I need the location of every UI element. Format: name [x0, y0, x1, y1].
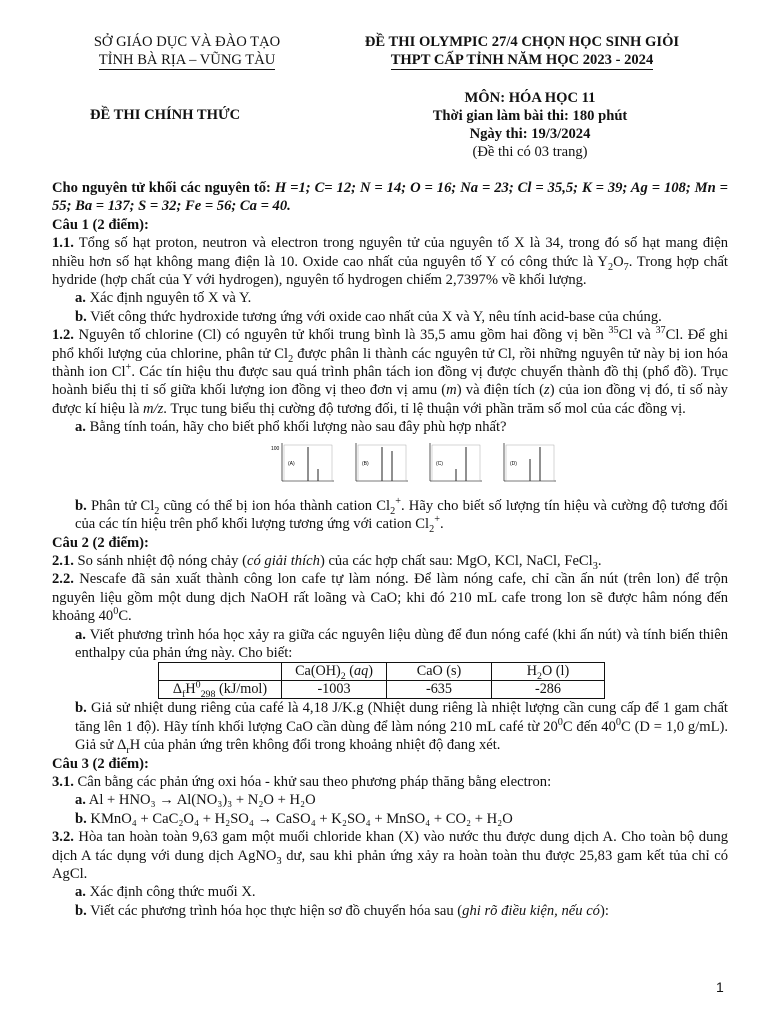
q2-2-number: 2.2.: [52, 571, 74, 588]
question-3-title: Câu 3 (2 điểm):: [52, 755, 149, 772]
q1-2a: [52, 418, 728, 436]
q3-2b-italic: ghi rõ điều kiện, nếu có: [462, 902, 600, 919]
exam-title-line1: ĐỀ THI OLYMPIC 27/4 CHỌN HỌC SINH GIỎI: [364, 34, 680, 50]
enthalpy-table: [158, 662, 605, 699]
q2-2b-text-c: C (D = 1,0 g/mL). Giả sử: [75, 718, 729, 754]
q1-1b-label: b.: [75, 308, 87, 325]
q2-1-italic: có giải thích: [246, 552, 320, 569]
q3-1a-equation: Al + HNO₃ → Al(NO₃)₃ + N₂O + H₂O: [85, 792, 316, 809]
q2-2a-text: Viết phương trình hóa học xảy ra giữa các nguyên liệu dùng để đun nóng café (khi ấn nút) và tính biến thiên enthalpy của phản ứng này. Cho biết:: [75, 626, 728, 661]
q3-1-number: 3.1.: [52, 773, 74, 790]
question-1-title: Câu 1 (2 điểm):: [52, 216, 149, 233]
spectrum-c: [418, 441, 484, 487]
subject-title: MÔN: HÓA HỌC 11: [464, 90, 596, 106]
q3-2a-label: a.: [75, 884, 86, 901]
department-header: [52, 33, 322, 70]
value-h2o: -286: [492, 681, 605, 699]
q2-2-text-a: Nescafe đã sản xuất thành công lon cafe tự làm nóng. Để làm nóng cafe, chỉ cần ấn nút (trên lon) để trộn nguyên liệu gồm một dung dịch NaOH rất loãng và CaO; khi đó 210 mL cafe trong lon sẽ được hâm nóng đến khoảng 40: [52, 571, 728, 625]
q1-1a: [52, 289, 728, 307]
q2-1-paragraph: 2.1. So sánh nhiệt độ nóng chảy (có giải thích) của các hợp chất sau: MgO, KCl, NaCl, FeCl$_3$.: [52, 552, 602, 572]
q1-1b-text: Viết công thức hydroxide tương ứng với oxide cao nhất của X và Y, nêu tính acid-base của chúng.: [86, 308, 662, 325]
q2-2b: b. Giả sử nhiệt dung riêng của café là 4,18 J/K.g (Nhiệt dung riêng là nhiệt lượng cần cung cấp để 1 gam chất tăng lên 1 độ). Hãy tính khối lượng CaO cần dùng để làm nóng 210 mL café từ $20^0C$ đến $40^0C$ (D = 1,0 g/mL). Giả sử $\Delta_rH$ của phản ứng trên không đổi trong khoảng nhiệt độ đang xét.: [75, 700, 729, 757]
q3-2-paragraph: 3.2. Hòa tan hoàn toàn 9,63 gam một muối chloride khan (X) vào nước thu được dung dịch A. Cho toàn bộ dung dịch A tác dụng với dung dịch AgNO$_3$ dư, sau khi phản ứng xảy ra hoàn toàn thu được 25,83 gam kết tủa chỉ có AgCl.: [52, 829, 728, 882]
header-caoh2: $Ca(OH)_2$ (aq): [282, 663, 387, 681]
enthalpy-table-corner: [159, 663, 282, 681]
exam-duration: Thời gian làm bài thi: 180 phút: [432, 108, 628, 124]
q2-2-text-b: C.: [118, 608, 132, 625]
q1-2a-label: a.: [75, 419, 86, 436]
spectrum-d-label: (D): [510, 460, 517, 467]
q1-2b: b. Phân tử $Cl_2$ cũng có thể bị ion hóa thành cation $Cl_2^+$. Hãy cho biết số lượng tín hiệu và cường độ tương đối của các tín hiệu trên phổ khối lượng tương ứng với cation $Cl_2^+$.: [75, 495, 728, 535]
q1-2b-text-d: .: [439, 516, 444, 533]
atomic-masses-label: Cho nguyên tử khối các nguyên tố:: [52, 180, 271, 196]
q3-2b-label: b.: [75, 902, 87, 919]
header-caoh2-text: Ca(OH): [295, 663, 341, 680]
q1-2a-text: Bằng tính toán, hãy cho biết phổ khối lượng nào sau đây phù hợp nhất?: [85, 419, 507, 436]
q1-2-number: 1.2.: [52, 327, 74, 344]
q3-2a-text: Xác định công thức muối X.: [85, 884, 256, 901]
mass-spectra-options: [52, 441, 728, 491]
q1-2-m: m: [446, 382, 457, 399]
header-cao-text: CaO (s): [416, 663, 462, 680]
exam-header: [322, 33, 722, 70]
q2-1-text-c: .: [597, 552, 602, 569]
spectrum-b-label: (B): [362, 460, 369, 467]
q1-2-text-g: ) của ion đồng vị đó, tỉ số này được kí hiệu là: [52, 382, 728, 417]
q1-2-text-h: . Trục tung biểu thị cường độ tương đối, tỉ lệ thuận với phần trăm số mol của các đồng vị.: [163, 400, 686, 417]
row-label: $\Delta_fH^0_{298}$ (kJ/mol): [159, 681, 282, 699]
q3-1b-label: b.: [75, 810, 87, 827]
enthalpy-table-header: [159, 663, 605, 681]
q3-1-paragraph: [52, 773, 728, 791]
question-2-title: Câu 2 (2 điểm):: [52, 534, 149, 551]
q1-2-text-d: được phân li thành các nguyên tử Cl, rồi những nguyên tử này bị ion hóa thành ion Cl: [52, 345, 728, 381]
official-label: ĐỀ THI CHÍNH THỨC: [90, 107, 241, 123]
value-cao: -635: [387, 681, 492, 699]
q1-1b: [52, 308, 728, 326]
q3-1a-label: a.: [75, 792, 86, 809]
q2-2b-text-d: của phản ứng trên không đổi trong khoảng nhiệt độ đang xét.: [140, 737, 501, 754]
q1-2-text-c: Cl. Để ghi phổ khối lượng của chlorine, phân tử Cl: [52, 327, 728, 362]
q3-2-text-a: Hòa tan hoàn toàn 9,63 gam một muối chloride khan (X) vào nước thu được dung dịch A. Cho toàn bộ dung dịch A tác dụng với dung dịch AgNO: [52, 829, 728, 864]
q3-1a: [52, 791, 728, 809]
spectrum-a-label: (A): [288, 460, 295, 467]
q1-1-text-a: Tổng số hạt proton, neutron và electron trong nguyên tử của nguyên tố X là 34, trong đó số hạt mang điện nhiều hơn số hạt không mang điện là 10. Oxide cao nhất của nguyên tố Y có công thức là Y: [52, 235, 728, 270]
subject-block: [380, 89, 680, 161]
q1-1-paragraph: 1.1. Tổng số hạt proton, neutron và electron trong nguyên tử của nguyên tố X là 34, trong đó số hạt mang điện nhiều hơn số hạt không mang điện là 10. Oxide cao nhất của nguyên tố Y có công thức là $Y_2O_7$. Trong hợp chất hydride (hợp chất của Y với hydrogen), nguyên tố hydrogen chiếm 2,7397% về khối lượng.: [52, 235, 728, 289]
header-h2o: $H_2O$ (l): [492, 663, 605, 681]
q1-2b-text-c: . Hãy cho biết số lượng tín hiệu và cường độ tương đối của các tín hiệu trên phổ khối lượng tương ứng với cation Cl: [75, 497, 728, 533]
q2-2-paragraph: 2.2. Nescafe đã sản xuất thành công lon cafe tự làm nóng. Để làm nóng cafe, chỉ cần ấn nút (trên lon) để trộn nguyên liệu gồm một dung dịch NaOH rất loãng và CaO; khi đó 210 mL cafe trong lon sẽ được hâm nóng đến khoảng $40^0C$.: [52, 571, 728, 625]
page-count: (Đề thi có 03 trang): [472, 144, 588, 160]
q1-2-text-a: Nguyên tố chlorine (Cl) có nguyên tử khối trung bình là 35,5 amu gồm hai đồng vị bền: [73, 327, 609, 344]
q1-1-text-c: . Trong hợp chất hydride (hợp chất của Y với hydrogen), nguyên tố hydrogen chiếm 2,7397% về khối lượng.: [52, 253, 728, 289]
atomic-masses: [52, 179, 728, 216]
row-label-unit: (kJ/mol): [219, 681, 268, 698]
header-h2o-text-b: O (l): [542, 663, 570, 680]
q3-2-number: 3.2.: [52, 829, 74, 846]
q3-1b-equation: KMnO₄ + CaC₂O₄ + H₂SO₄ → CaSO₄ + K₂SO₄ + MnSO₄ + CO₂ + H₂O: [86, 810, 513, 827]
spectrum-b: [344, 441, 410, 487]
header-h2o-text-a: H: [526, 663, 538, 680]
q2-2a: [52, 626, 728, 663]
exam-title-line2: THPT CẤP TỈNH NĂM HỌC 2023 - 2024: [390, 52, 654, 68]
q1-2-z: z: [544, 382, 550, 399]
q1-2b-text-a: Phân tử Cl: [86, 497, 155, 514]
atomic-masses-values: H =1; C= 12; N = 14; O = 16; Na = 23; Cl = 35,5; K = 39; Ag = 108; Mn = 55; Ba = 137; S = 32; Fe = 56; Ca = 40.: [52, 180, 729, 215]
q1-2-mz: m/z: [143, 400, 164, 417]
page-number: 1: [716, 979, 724, 995]
q2-1-number: 2.1.: [52, 552, 74, 569]
q1-2-text-b: Cl và: [618, 327, 656, 344]
q2-1-text-a: So sánh nhiệt độ nóng chảy (: [73, 552, 247, 569]
value-caoh2: -1003: [282, 681, 387, 699]
q2-2b-text-b: C đến 40: [562, 718, 616, 735]
q2-2b-text-a: Giả sử nhiệt dung riêng của café là 4,18 J/K.g (Nhiệt dung riêng là nhiệt lượng cần cung cấp để 1 gam chất tăng lên 1 độ). Hãy tính khối lượng CaO cần dùng để làm nóng 210 mL café từ 20: [75, 700, 728, 735]
q1-1-text-b: O: [613, 253, 624, 270]
q1-1a-text: Xác định nguyên tố X và Y.: [85, 290, 252, 307]
spectrum-a: [270, 441, 336, 487]
q2-2b-label: b.: [75, 700, 87, 717]
spectrum-d: [492, 441, 558, 487]
q3-2b-text-a: Viết các phương trình hóa học thực hiện sơ đồ chuyển hóa sau (: [86, 902, 463, 919]
q1-2-paragraph: 1.2. Nguyên tố chlorine (Cl) có nguyên tử khối trung bình là 35,5 amu gồm hai đồng vị bền $^{35}$Cl và $^{37}$Cl. Để ghi phổ khối lượng của chlorine, phân tử $Cl_2$ được phân li thành các nguyên tử Cl, rồi những nguyên tử này bị ion hóa thành ion Cl+. Các tín hiệu thu được sau quá trình phân tách ion đồng vị được chuyển thành đồ thị (phổ đồ). Trục hoành biểu thị tỉ số giữa khối lượng ion đồng vị theo đơn vị amu (m) và điện tích (z) của ion đồng vị đó, tỉ số này được kí hiệu là m/z. Trục tung biểu thị cường độ tương đối, tỉ lệ thuận với phần trăm số mol của các đồng vị.: [52, 325, 728, 417]
enthalpy-table-row: [159, 681, 605, 699]
q1-1-number: 1.1.: [52, 235, 74, 252]
q1-2b-text-b: cũng có thể bị ion hóa thành cation Cl: [159, 497, 391, 514]
q1-1a-label: a.: [75, 290, 86, 307]
q3-2a: [52, 883, 728, 901]
q2-2a-label: a.: [75, 626, 86, 643]
q1-2b-label: b.: [75, 497, 87, 514]
spectrum-c-label: (C): [436, 460, 443, 467]
q3-2-text-b: dư, sau khi phản ứng xảy ra hoàn toàn thu được 25,83 gam kết tủa chỉ có AgCl.: [52, 847, 728, 882]
exam-date: Ngày thi: 19/3/2024: [469, 126, 591, 142]
q1-2-text-f: ) và điện tích (: [456, 382, 545, 399]
q3-2b-text-b: ):: [599, 902, 609, 919]
q3-2b: [52, 902, 728, 920]
q3-1b: [52, 810, 728, 828]
department-line1: SỞ GIÁO DỤC VÀ ĐÀO TẠO: [93, 34, 281, 50]
exam-body: [52, 179, 728, 920]
q1-2-text-e: . Các tín hiệu thu được sau quá trình phân tách ion đồng vị được chuyển thành đồ thị (phổ đồ). Trục hoành biểu thị tỉ số giữa khối lượng ion đồng vị theo đơn vị amu (: [52, 364, 728, 399]
q2-1-text-b: ) của các hợp chất sau: MgO, KCl, NaCl, FeCl: [319, 552, 593, 569]
header-cao: [387, 663, 492, 681]
department-line2: TỈNH BÀ RỊA – VŨNG TÀU: [98, 52, 276, 68]
q3-1-text: Cân bằng các phản ứng oxi hóa - khử sau theo phương pháp thăng bằng electron:: [73, 773, 552, 790]
spectrum-a-axis-label: 100: [271, 445, 280, 452]
